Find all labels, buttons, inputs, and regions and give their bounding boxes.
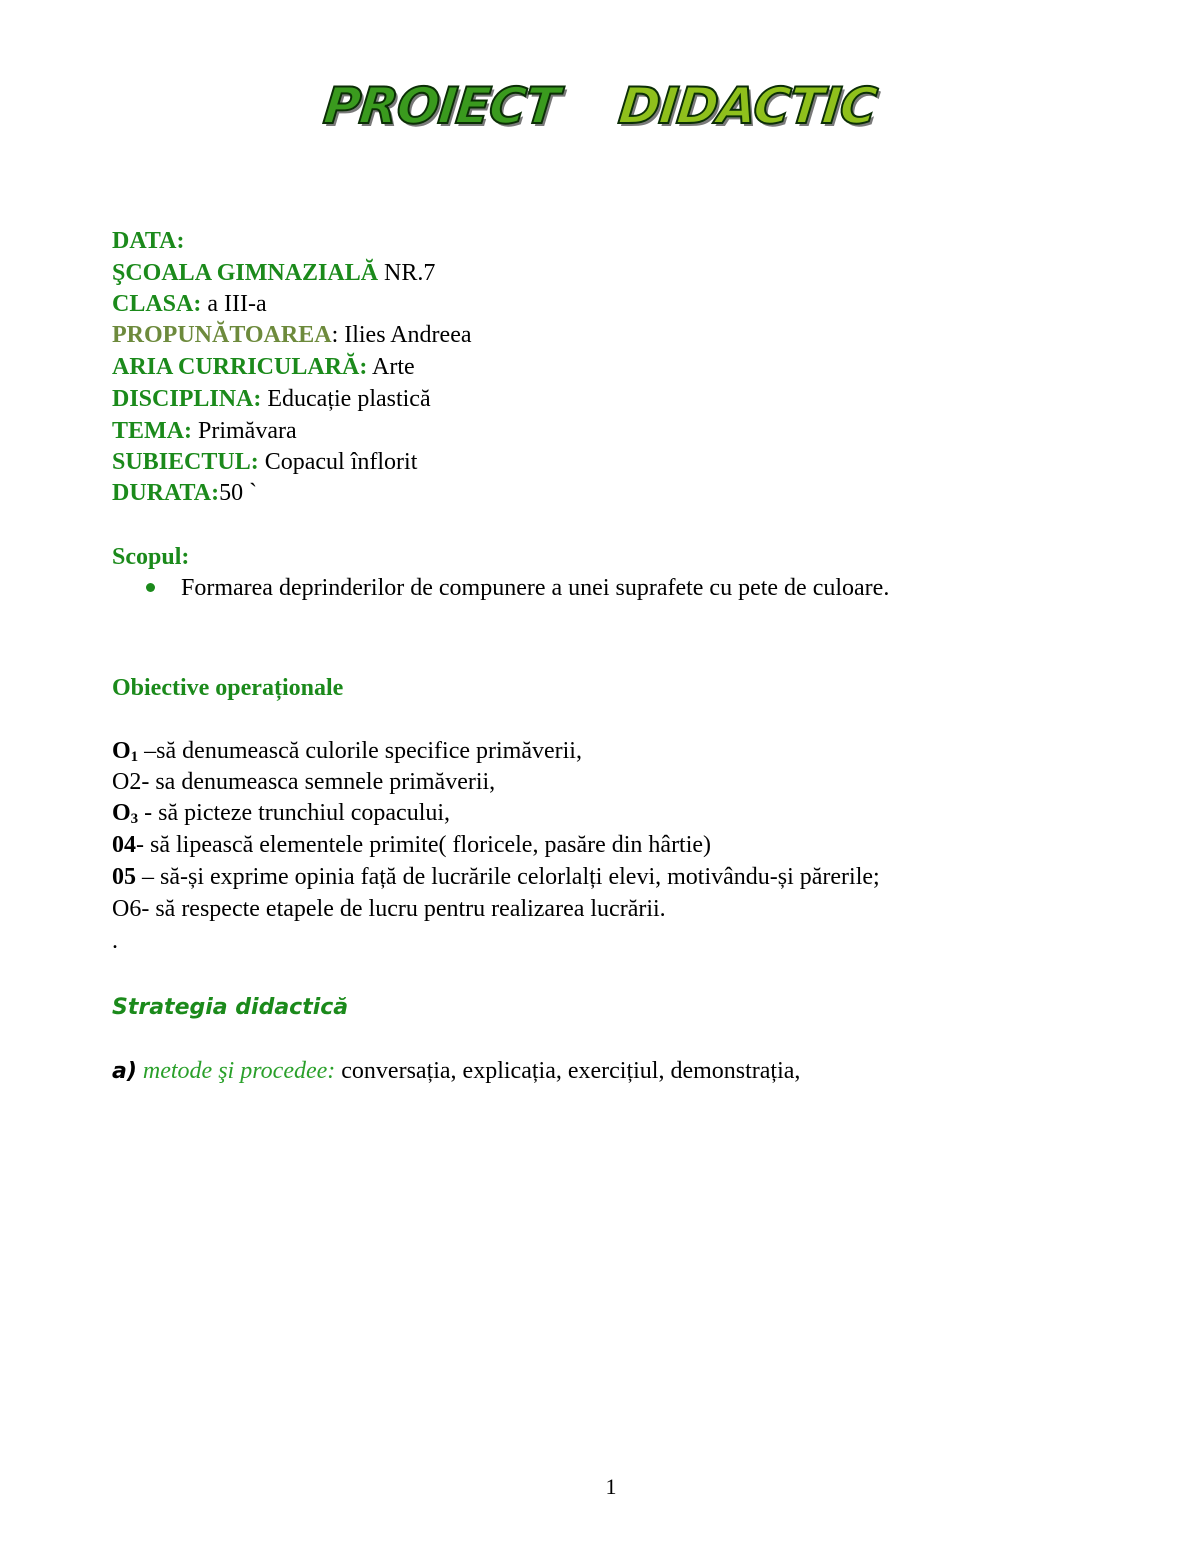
field-tema-label: TEMA: [112,418,192,444]
field-propunatoarea [112,320,472,350]
field-durata [112,478,257,508]
field-disciplina-label: DISCIPLINA: [112,386,262,412]
strategia-metode-label: metode şi procedee [136,1058,328,1084]
objective-o1-text: –să denumească culorile specifice primăverii, [138,738,582,764]
field-durata-value: 50 ` [219,480,258,506]
objective-o6: O6- să respecte etapele de lucru pentru realizarea lucrării. [112,896,666,922]
objective-o1-label: O [112,738,131,764]
objective-o2: O2- sa denumeasca semnele primăverii, [112,769,496,795]
field-aria [112,352,415,382]
field-clasa-value: a III-a [201,291,267,317]
strategia-metode-colon: : [327,1058,336,1084]
objective-o3-text: - să picteze trunchiul copacului, [138,800,451,826]
field-scoala-label: ŞCOALA GIMNAZIALĂ [112,260,379,286]
bullet-icon [146,583,155,592]
objective-o5-label: 05 [112,864,136,890]
field-aria-label: ARIA CURRICULARĂ: [112,354,368,380]
field-subiectul-label: SUBIECTUL: [112,449,259,475]
field-propunatoarea-value: : Ilies Andreea [331,322,472,348]
title-word-proiect: PROIECT [321,77,562,135]
field-propunatoarea-label: PROPUNĂTOAREA [112,322,332,348]
page-number: 1 [605,1474,617,1499]
objective-o5-text: – să-și exprime opinia față de lucrările celorlalți elevi, motivându-și părerile; [136,864,880,890]
strategia-metode-text: conversația, explicația, exercițiul, demonstrația, [335,1058,801,1084]
strategia-a-label: a) [112,1059,137,1084]
field-subiectul-value: Copacul înflorit [258,449,418,475]
objective-o3-subscript: 3 [130,811,139,827]
strategia-metode [112,1056,800,1087]
objective-o3 [112,798,450,834]
objective-o3-label: O [112,800,131,826]
field-data [112,226,184,256]
field-data-label: DATA: [112,228,185,254]
objective-o1-subscript: 1 [130,749,139,765]
field-clasa [112,289,267,319]
title-word-didactic: DIDACTIC [615,77,879,135]
field-disciplina [112,384,431,414]
objective-o4-label: 04 [112,832,136,858]
field-aria-value: Arte [367,354,415,380]
field-durata-label: DURATA: [112,480,220,506]
obiective-heading [112,673,343,703]
strategia-heading [112,992,348,1023]
scopul-heading [112,542,189,572]
obiective-heading-text: Obiective operaționale [112,675,344,701]
strategia-heading-text: Strategia didactică [112,995,349,1020]
field-clasa-label: CLASA: [112,291,202,317]
field-scoala [112,258,435,288]
field-tema [112,416,297,446]
objective-o5 [112,862,880,892]
field-scoala-value: NR.7 [378,260,436,286]
scopul-bullet-item: Formarea deprinderilor de compunere a unei suprafete cu pete de culoare. [181,575,890,601]
field-disciplina-value: Educație plastică [261,386,431,412]
objective-trailing-dot: . [112,928,118,954]
document-title [0,78,1200,134]
field-subiectul [112,447,417,477]
objective-o4 [112,830,711,860]
objective-o4-text: - să lipească elementele primite( floricele, pasăre din hârtie) [136,832,712,858]
scopul-heading-text: Scopul: [112,544,190,570]
field-tema-value: Primăvara [192,418,297,444]
